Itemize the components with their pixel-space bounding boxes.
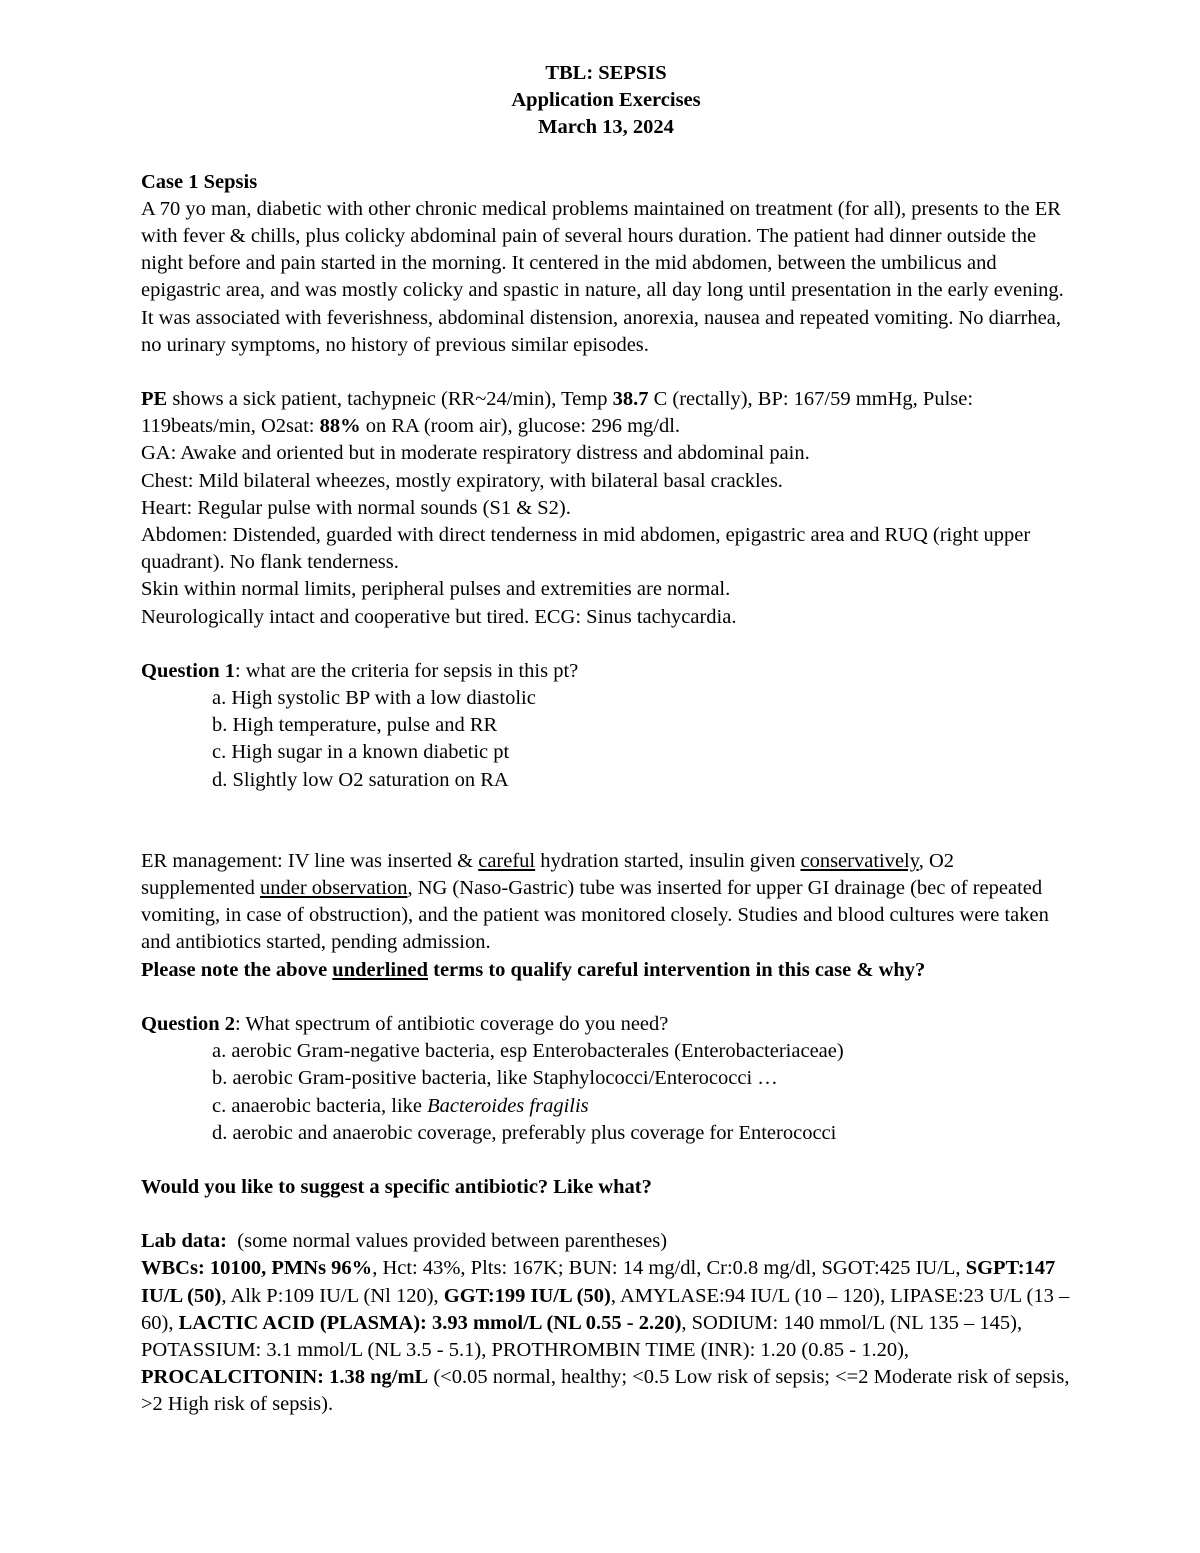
- lab-values: WBCs: 10100, PMNs 96%, Hct: 43%, Plts: 167K; BUN: 14 mg/dl, Cr:0.8 mg/dl, SGOT:425 IU/L, SGPT:147 IU/L (50), Alk P:109 IU/L (Nl 120), GGT:199 IU/L (50), AMYLASE:94 IU/L (10 – 120), LIPASE:23 U/L (13 – 60), LACTIC ACID (PLASMA): 3.93 mmol/L (NL 0.55 - 2.20), SODIUM: 140 mmol/L (NL 135 – 145), POTASSIUM: 3.1 mmol/L (NL 3.5 - 5.1), PROTHROMBIN TIME (INR): 1.20 (0.85 - 1.20), PROCALCITONIN: 1.38 ng/mL (<0.05 normal, healthy; <0.5 Low risk of sepsis; <=2 Moderate risk of sepsis, >2 High risk of sepsis).: [141, 1257, 1070, 1416]
- case-heading: Case 1 Sepsis: [141, 170, 258, 193]
- pe-skin: Skin within normal limits, peripheral pulses and extremities are normal.: [141, 578, 731, 601]
- case-history: A 70 yo man, diabetic with other chronic medical problems maintained on treatment (for all), presents to the ER with fever & chills, plus colicky abdominal pain of several hours duration. The patient had dinner outside the night before and pain started in the morning. It centered in the mid abdomen, between the umbilicus and epigastric area, and was mostly colicky and spastic in nature, all day long until presentation in the early evening. It was associated with feverishness, abdominal distension, anorexia, nausea and repeated vomiting. No diarrhea, no urinary symptoms, no history of previous similar episodes.: [141, 197, 1064, 356]
- er-management: ER management: IV line was inserted & careful hydration started, insulin given conservatively, O2 supplemented under observation, NG (Naso-Gastric) tube was inserted for upper GI drainage (bec of repeated vomiting, in case of obstruction), and the patient was monitored closely. Studies and blood cultures were taken and antibiotics started, pending admission.: [141, 849, 1049, 954]
- temp-value: 38.7: [612, 388, 649, 411]
- question-1: Question 1: what are the criteria for sepsis in this pt?: [141, 659, 579, 682]
- pe-neuro: Neurologically intact and cooperative but tired. ECG: Sinus tachycardia.: [141, 605, 737, 628]
- q2-option-a: a. aerobic Gram-negative bacteria, esp Enterobacterales (Enterobacteriaceae): [212, 1040, 844, 1063]
- pe-abdomen: Abdomen: Distended, guarded with direct tenderness in mid abdomen, epigastric area and RUQ (right upper quadrant). No flank tenderness.: [141, 524, 1031, 574]
- o2-value: 88%: [319, 415, 361, 438]
- pe-heart: Heart: Regular pulse with normal sounds (S1 & S2).: [141, 496, 571, 519]
- q1-option-d: d. Slightly low O2 saturation on RA: [212, 768, 509, 791]
- doc-subtitle: Application Exercises: [511, 89, 701, 112]
- q1-option-b: b. High temperature, pulse and RR: [212, 714, 498, 737]
- lab-heading: Lab data: (some normal values provided between parentheses): [141, 1230, 668, 1253]
- doc-date: March 13, 2024: [538, 116, 674, 139]
- question-2: Question 2: What spectrum of antibiotic coverage do you need?: [141, 1012, 669, 1035]
- q1-option-c: c. High sugar in a known diabetic pt: [212, 741, 510, 764]
- pe-chest: Chest: Mild bilateral wheezes, mostly expiratory, with bilateral basal crackles.: [141, 469, 783, 492]
- pe-findings: PE shows a sick patient, tachypneic (RR~24/min), Temp 38.7 C (rectally), BP: 167/59 mmHg, Pulse: 119beats/min, O2sat: 88% on RA (room air), glucose: 296 mg/dl.: [141, 388, 974, 438]
- q1-option-a: a. High systolic BP with a low diastolic: [212, 687, 536, 710]
- pe-label: PE: [141, 388, 168, 411]
- antibiotic-prompt: Would you like to suggest a specific antibiotic? Like what?: [141, 1175, 652, 1198]
- doc-title: TBL: SEPSIS: [545, 62, 667, 84]
- q2-option-c: c. anaerobic bacteria, like Bacteroides fragilis: [212, 1094, 589, 1117]
- document-page: [141, 60, 1071, 1419]
- pe-ga: GA: Awake and oriented but in moderate respiratory distress and abdominal pain.: [141, 442, 810, 465]
- q2-option-d: d. aerobic and anaerobic coverage, preferably plus coverage for Enterococci: [212, 1121, 837, 1144]
- q2-option-b: b. aerobic Gram-positive bacteria, like Staphylococci/Enterococci …: [212, 1067, 778, 1090]
- question-2-label: Question 2: [141, 1012, 235, 1035]
- question-1-label: Question 1: [141, 659, 235, 682]
- er-note: Please note the above underlined terms to qualify careful intervention in this case & why?: [141, 958, 926, 981]
